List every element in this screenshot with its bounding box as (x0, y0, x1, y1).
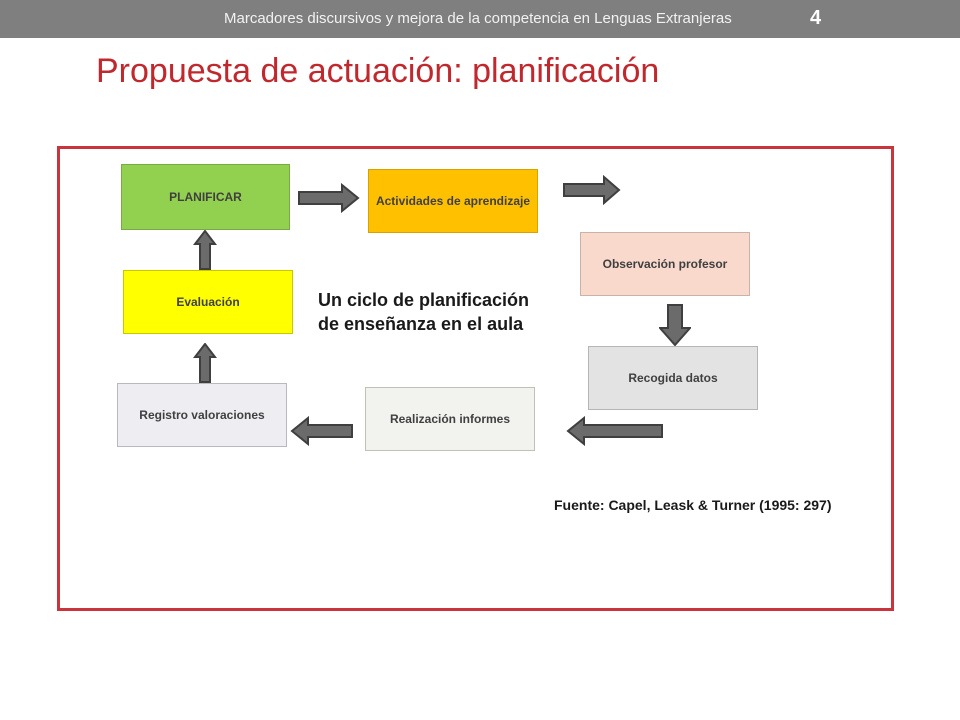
presentation-title: Marcadores discursivos y mejora de la competencia en Lenguas Extranjeras (224, 10, 732, 27)
arrow-down-icon (659, 304, 691, 346)
box-actividades: Actividades de aprendizaje (368, 169, 538, 233)
arrow-left-icon (566, 416, 664, 446)
source-citation: Fuente: Capel, Leask & Turner (1995: 297) (554, 497, 832, 513)
box-evaluacion: Evaluación (123, 270, 293, 334)
box-registro: Registro valoraciones (117, 383, 287, 447)
arrow-up-icon (193, 230, 217, 270)
header-bar (0, 0, 960, 38)
arrow-right-icon (563, 175, 621, 205)
box-observacion: Observación profesor (580, 232, 750, 296)
box-realizacion: Realización informes (365, 387, 535, 451)
arrow-up-icon (193, 343, 217, 383)
cycle-caption-line2: de enseñanza en el aula (318, 314, 524, 334)
box-recogida: Recogida datos (588, 346, 758, 410)
cycle-caption-line1: Un ciclo de planificación (318, 290, 530, 310)
arrow-right-icon (298, 183, 360, 213)
slide-title: Propuesta de actuación: planificación (96, 52, 660, 90)
arrow-left-icon (290, 416, 354, 446)
slide-number: 4 (810, 7, 822, 29)
box-planificar: PLANIFICAR (121, 164, 290, 230)
cycle-caption (318, 288, 529, 336)
